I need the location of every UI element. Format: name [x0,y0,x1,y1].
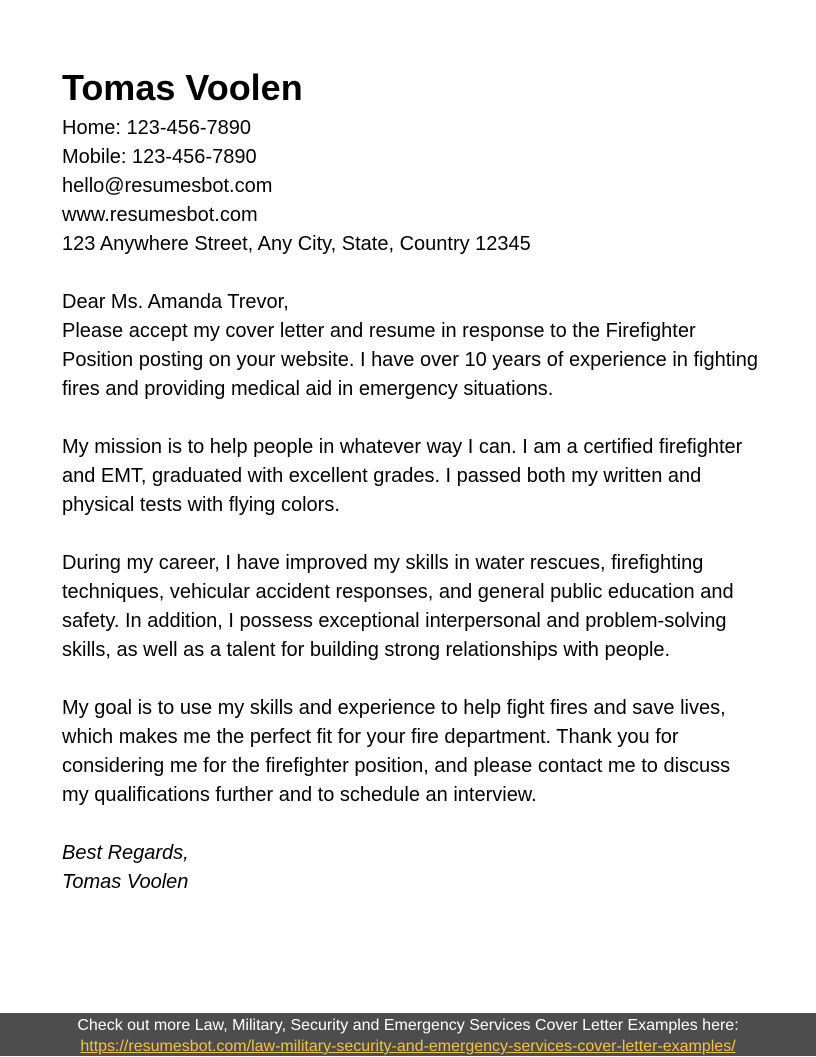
spacer [62,810,762,839]
mobile-phone: Mobile: 123-456-7890 [62,146,257,168]
footer-banner [0,1013,816,1056]
body-paragraph-4: My goal is to use my skills and experience to help fight fires and save lives, which makes me the perfect fit for your fire department. Thank you for considering me for the firefighter position, and please contact me to discuss my qualifications further and to schedule an interview. [62,697,731,806]
home-phone: Home: 123-456-7890 [62,117,252,139]
body-paragraph-3: During my career, I have improved my skills in water rescues, firefighting techniques, vehicular accident responses, and general public education and safety. In addition, I possess exceptional interpersonal and problem-solving skills, as well as a talent for building strong relationships with people. [62,552,734,661]
spacer [62,520,762,549]
spacer [62,665,762,694]
signature: Tomas Voolen [62,871,189,893]
contact-block [62,114,762,259]
spacer [62,259,762,288]
salutation: Dear Ms. Amanda Trevor, [62,291,289,313]
email-address: hello@resumesbot.com [62,175,273,197]
applicant-name: Tomas Voolen [62,67,303,108]
spacer [62,404,762,433]
website: www.resumesbot.com [62,204,258,226]
footer-link[interactable]: https://resumesbot.com/law-military-security-and-emergency-services-cover-letter-examples/ [80,1038,736,1055]
body-paragraph-1: Please accept my cover letter and resume in response to the Firefighter Position posting on your website. I have over 10 years of experience in fighting fires and providing medical aid in emergency situations. [62,320,758,400]
footer-text: Check out more Law, Military, Security and Emergency Services Cover Letter Examples here: [77,1017,739,1034]
body-paragraph-2: My mission is to help people in whatever way I can. I am a certified firefighter and EMT, graduated with excellent grades. I passed both my written and physical tests with flying colors. [62,436,743,516]
cover-letter-document [62,66,762,897]
street-address: 123 Anywhere Street, Any City, State, Country 12345 [62,233,531,255]
closing: Best Regards, [62,842,189,864]
